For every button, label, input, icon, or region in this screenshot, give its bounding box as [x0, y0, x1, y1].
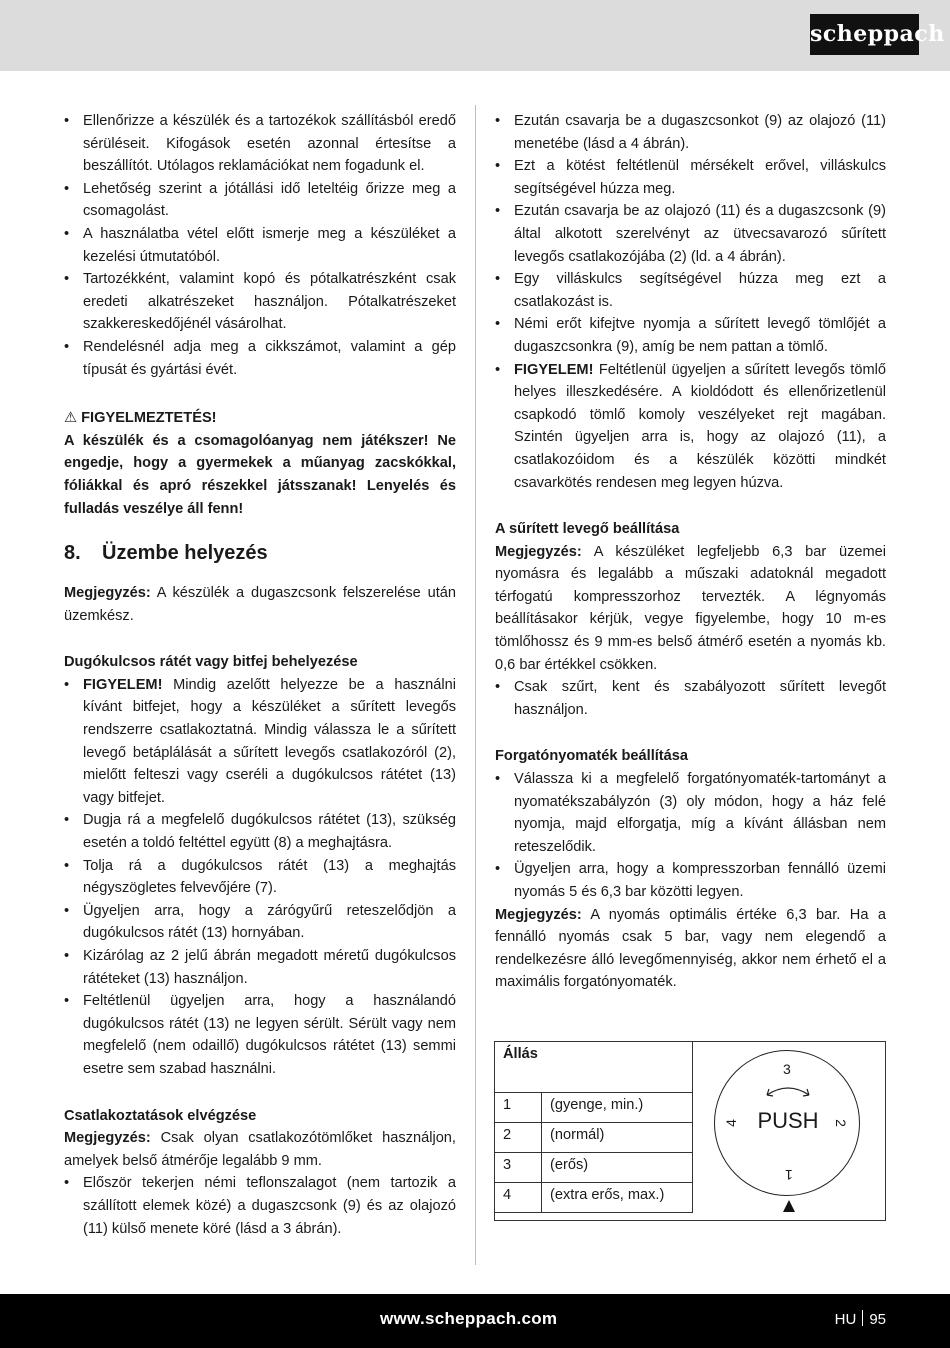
- list-item: • Egy villáskulcs segítségével húzza meg ezt a csatlakozást is.: [495, 268, 886, 313]
- warning-text: A készülék és a csomagolóanyag nem játékszer! Ne engedje, hogy a gyermekek a műanyag zacskókkal, fóliákkal és apró részekkel játsszanak! Lenyelés és fulladás veszélye áll fenn!: [64, 432, 456, 517]
- list-item: • Tartozékként, valamint kopó és pótalkatrészként csak eredeti alkatrészeket használjon. Pótalkatrészeket szakkereskedőjénél vásárolhat.: [64, 268, 456, 336]
- position-number: 1: [495, 1093, 542, 1123]
- note-label: Megjegyzés:: [64, 585, 151, 602]
- list-item: • A használatba vétel előtt ismerje meg a készüléket a kezelési útmutatóból.: [64, 223, 456, 268]
- list-item: • Lehetőség szerint a jótállási idő leteltéig őrizze meg a csomagolást.: [64, 178, 456, 223]
- dial-number-1: 1: [785, 1167, 793, 1183]
- list-item: • Dugja rá a megfelelő dugókulcsos rátétet (13), szükség esetén a toldó feltéttel együtt (8) a meghajtásra.: [64, 809, 456, 854]
- intro-list: [64, 110, 456, 381]
- list-item: • Feltétlenül ügyeljen arra, hogy a használandó dugókulcsos rátét (13) ne legyen sérült. Sérült vagy nem megfelelő (nem odaillő) dugókulcsos rátétet (13) semmi esetre sem szabad használni.: [64, 990, 456, 1080]
- note-text: Csak olyan csatlakozótömlőket használjon, amelyek belső átmérője legalább 9 mm.: [64, 1130, 456, 1169]
- list-item: • Először tekerjen némi teflonszalagot (nem tartozik a szállított elemek közé) a dugaszcsonk (9) és az olajozó (11) külső menete köré (lásd a 3 ábrán).: [64, 1172, 456, 1240]
- table-row: [495, 1183, 693, 1213]
- note-label: Megjegyzés:: [495, 906, 582, 923]
- air-list: [495, 676, 886, 721]
- list-item: • Ezután csavarja be az olajozó (11) és a dugaszcsonk (9) által alkotott szerelvényt az ütvecsavarozó sűrített levegős csatlakozójába (2) (ld. a 4 ábrán).: [495, 200, 886, 268]
- connections-heading: Csatlakoztatások elvégzése: [64, 1107, 257, 1124]
- section-number: 8.: [64, 542, 81, 565]
- column-divider: [475, 105, 476, 1265]
- note-label: Megjegyzés:: [64, 1130, 151, 1147]
- page-footer: [0, 1294, 950, 1348]
- air-note: [495, 541, 886, 677]
- position-label: (erős): [542, 1153, 693, 1183]
- torque-dial: [714, 1050, 860, 1196]
- list-item: • Ügyeljen arra, hogy a zárógyűrű reteszelődjön a dugókulcsos rátét (13) hornyában.: [64, 900, 456, 945]
- language-code: HU: [834, 1311, 857, 1328]
- list-item: • Csak szűrt, kent és szabályozott sűrített levegőt használjon.: [495, 676, 886, 721]
- separator: [862, 1310, 863, 1326]
- table-header-row: [495, 1042, 693, 1093]
- list-item: • Ellenőrizze a készülék és a tartozékok szállításból eredő sérüléseit. Kifogások esetén azonnal értesítse a beszállítót. Utólagos reklamációkat nem fogadunk el.: [64, 110, 456, 178]
- note-text: A készülék a dugaszcsonk felszerelése után üzemkész.: [64, 585, 456, 624]
- socket-heading: Dugókulcsos rátét vagy bitfej behelyezése: [64, 654, 358, 671]
- list-item: • Rendelésnél adja meg a cikkszámot, valamint a gép típusát és gyártási évét.: [64, 336, 456, 381]
- dial-number-3: 3: [783, 1061, 791, 1077]
- attention-label: FIGYELEM!: [83, 676, 163, 693]
- left-column: [64, 110, 456, 1240]
- connections-list: [64, 1172, 456, 1240]
- position-number: 4: [495, 1183, 542, 1213]
- push-label: PUSH: [757, 1108, 819, 1133]
- torque-note: [495, 904, 886, 994]
- note-label: Megjegyzés:: [495, 543, 582, 560]
- table-header: Állás: [495, 1042, 693, 1093]
- list-item: • Válassza ki a megfelelő forgatónyomaték-tartományt a nyomatékszabályzón (3) oly módon, hogy a ház felé nyomja, majd elforgatja, míg a kívánt állásban nem reteszelődik.: [495, 768, 886, 858]
- list-item: • Ezután csavarja be a dugaszcsonkot (9) az olajozó (11) menetébe (lásd a 4 ábrán).: [495, 110, 886, 155]
- connections-note: [64, 1127, 456, 1172]
- position-number: 3: [495, 1153, 542, 1183]
- connections-list-continued: [495, 110, 886, 494]
- pointer-triangle-icon: [783, 1200, 795, 1212]
- dial-number-4: 4: [722, 1119, 739, 1127]
- page-indicator: [835, 1310, 886, 1328]
- note-text: A készüléket legfeljebb 6,3 bar üzemei nyomásra és legalább a műszaki adatoknál megadott térfogatú kompresszorhoz tervezték. A légnyomás beállításakor kérjük, vegye figyelembe, hogy 10 m-es tömlőhossz és 9 mm-es belső átmérő esetén a nyomás kb. 0,6 bar értékkel csökken.: [495, 543, 886, 673]
- socket-list: [64, 674, 456, 1081]
- scheppach-logo: scheppach: [810, 14, 919, 55]
- position-number: 2: [495, 1123, 542, 1153]
- note: [64, 582, 456, 627]
- section-heading: [64, 540, 456, 566]
- list-item: [495, 359, 886, 495]
- attention-text: Feltétlenül ügyeljen a sűrített levegős tömlő helyes illeszkedésére. A kioldódott és ellenőrizetlenül csapkodó tömlő komoly veszélyeket rejt magában. Szintén ügyeljen arra is, hogy az olajozó (11), a csatlakozóidom és a készülék közötti mindkét csavarkötés rendesen meg legyen húzva.: [514, 361, 886, 491]
- list-item: • Ezt a kötést feltétlenül mérsékelt erővel, villáskulcs segítségével húzza meg.: [495, 155, 886, 200]
- page-number: 95: [869, 1311, 886, 1328]
- dial-number-2: 2: [832, 1119, 849, 1127]
- position-label: (normál): [542, 1123, 693, 1153]
- position-label: (gyenge, min.): [542, 1093, 693, 1123]
- list-item: • Ügyeljen arra, hogy a kompresszorban fennálló üzemi nyomás 5 és 6,3 bar közötti legyen.: [495, 858, 886, 903]
- website-url: www.scheppach.com: [380, 1309, 558, 1328]
- positions-table: [494, 1041, 693, 1213]
- section-title: Üzembe helyezés: [102, 542, 268, 565]
- list-item: • Tolja rá a dugókulcsos rátét (13) a meghajtás négyszögletes felvevőjére (7).: [64, 855, 456, 900]
- air-heading: A sűrített levegő beállítása: [495, 521, 680, 538]
- note-text: A nyomás optimális értéke 6,3 bar. Ha a fennálló nyomás csak 5 bar, vagy nem elegendő a rendelkezésre álló levegőmennyiség, akkor nem érhető el a maximális forgatónyomaték.: [495, 906, 886, 991]
- attention-label: FIGYELEM!: [514, 361, 594, 378]
- page-header: [0, 0, 950, 71]
- list-item: • Némi erőt kifejtve nyomja a sűrített levegő tömlőjét a dugaszcsonkra (9), amíg be nem pattan a tömlő.: [495, 313, 886, 358]
- position-label: (extra erős, max.): [542, 1183, 693, 1213]
- torque-heading: Forgatónyomaték beállítása: [495, 748, 689, 765]
- attention-text: Mindig azelőtt helyezze be a használni kívánt bitfejet, hogy a készüléket a sűrített levegős rendszerre csatlakoztatná. Mindig válassza le a sűrített levegő betáplálását a sűrített levegős csatlakozóról (2), mielőtt felteszi vagy cseréli a dugókulcsos rátétet (13) vagy bitfejet.: [83, 676, 456, 806]
- warning-title: ⚠ FIGYELMEZTETÉS!: [64, 410, 217, 427]
- list-item: • Kizárólag az 2 jelű ábrán megadott méretű dugókulcsos rátéteket (13) használjon.: [64, 945, 456, 990]
- torque-list: [495, 768, 886, 904]
- right-column: [495, 110, 886, 994]
- table-row: [495, 1093, 693, 1123]
- list-item: [64, 674, 456, 810]
- table-row: [495, 1153, 693, 1183]
- table-row: [495, 1123, 693, 1153]
